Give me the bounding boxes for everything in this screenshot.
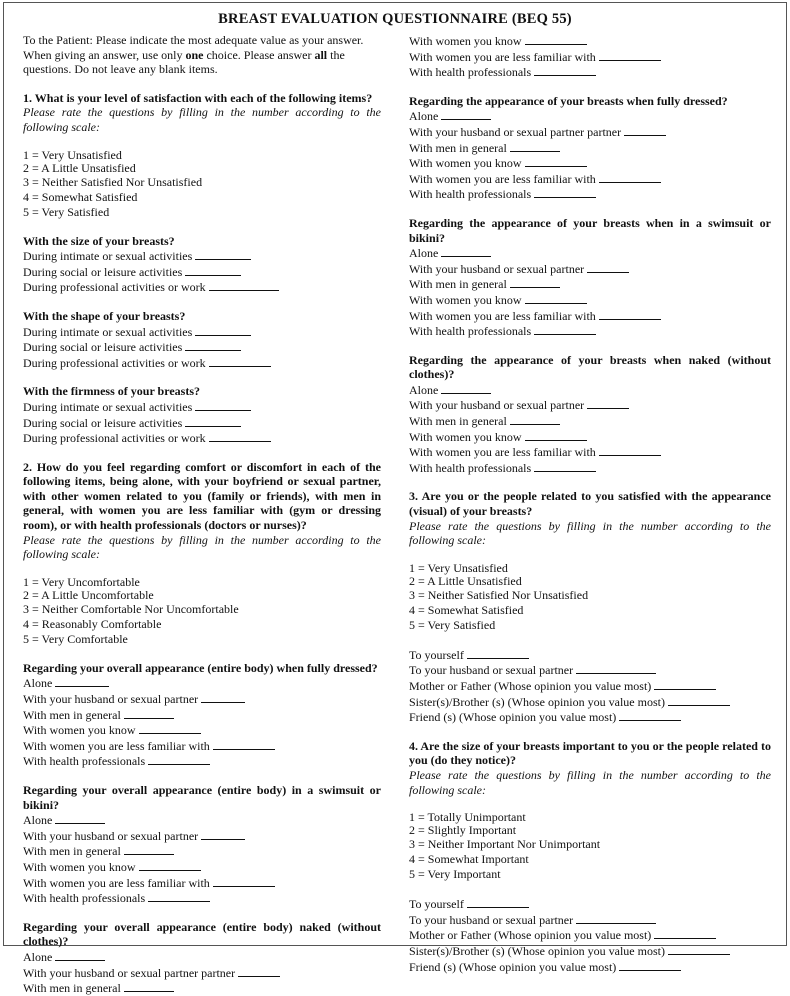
item-label: With women you are less familiar with	[409, 171, 596, 186]
answer-blank[interactable]	[534, 323, 596, 335]
q2-item	[23, 843, 381, 859]
answer-blank[interactable]	[201, 828, 245, 840]
item-label: With health professionals	[409, 460, 532, 475]
scale-option: 2 = Slightly Important	[409, 823, 517, 838]
answer-blank[interactable]	[148, 753, 210, 765]
q2-item	[409, 171, 771, 187]
q2-scale	[23, 576, 381, 647]
answer-blank[interactable]	[195, 399, 251, 411]
answer-blank[interactable]	[195, 324, 251, 336]
q1-group-heading: With the shape of your breasts?	[23, 308, 186, 323]
q3-item	[409, 678, 771, 694]
answer-blank[interactable]	[55, 949, 105, 961]
left-column	[23, 33, 381, 996]
answer-blank[interactable]	[619, 959, 681, 971]
item-label: During professional activities or work	[23, 355, 206, 370]
q1-item	[23, 339, 381, 355]
answer-blank[interactable]	[654, 927, 716, 939]
answer-blank[interactable]	[209, 430, 271, 442]
intro-emphasis-all: all	[314, 47, 328, 62]
q3-item	[409, 694, 771, 710]
item-label: Friend (s) (Whose opinion you value most)	[409, 959, 617, 974]
q1-item	[23, 264, 381, 280]
q2-item	[23, 965, 381, 981]
q2-item	[409, 382, 771, 398]
intro-text: When giving an answer, use only	[23, 47, 186, 62]
answer-blank[interactable]	[587, 261, 629, 273]
scale-option: 4 = Somewhat Satisfied	[23, 189, 138, 204]
answer-blank[interactable]	[441, 382, 491, 394]
answer-blank[interactable]	[185, 264, 241, 276]
q2-item	[23, 859, 381, 875]
answer-blank[interactable]	[587, 397, 629, 409]
answer-blank[interactable]	[55, 812, 105, 824]
q2-group-heading: Regarding the appearance of your breasts when fully dressed?	[409, 93, 728, 108]
item-label: With your husband or sexual partner	[409, 398, 585, 413]
answer-blank[interactable]	[534, 64, 596, 76]
answer-blank[interactable]	[124, 980, 174, 992]
answer-blank[interactable]	[139, 859, 201, 871]
answer-blank[interactable]	[209, 355, 271, 367]
item-label: With your husband or sexual partner	[23, 828, 199, 843]
scale-option: 3 = Neither Satisfied Nor Unsatisfied	[409, 587, 589, 602]
q2-item	[409, 140, 771, 156]
answer-blank[interactable]	[238, 965, 280, 977]
item-label: Sister(s)/Brother (s) (Whose opinion you value most)	[409, 694, 665, 709]
q1-group-heading: With the firmness of your breasts?	[23, 384, 200, 399]
answer-blank[interactable]	[534, 186, 596, 198]
right-column	[409, 33, 771, 974]
scale-option: 4 = Somewhat Satisfied	[409, 602, 524, 617]
q2-item	[409, 429, 771, 445]
item-label: Sister(s)/Brother (s) (Whose opinion you value most)	[409, 943, 665, 958]
q4-item	[409, 959, 771, 975]
answer-blank[interactable]	[525, 33, 587, 45]
answer-blank[interactable]	[624, 124, 666, 136]
q1-item	[23, 248, 381, 264]
item-label: With your husband or sexual partner partner	[23, 965, 236, 980]
questionnaire-page	[3, 2, 787, 996]
q2-item	[409, 245, 771, 261]
q4-instruction: Please rate the questions by filling in the number according to the following scale:	[409, 767, 771, 797]
item-label: During intimate or sexual activities	[23, 324, 193, 339]
q2-item	[23, 875, 381, 891]
item-label: With men in general	[23, 844, 121, 859]
q1-item	[23, 415, 381, 431]
q2-group-heading: Regarding your overall appearance (entire body) in a swimsuit or bikini?	[23, 783, 381, 812]
scale-option: 3 = Neither Comfortable Nor Uncomfortable	[23, 601, 239, 616]
q2-item	[409, 276, 771, 292]
item-label: With men in general	[409, 414, 507, 429]
q3-item	[409, 709, 771, 725]
scale-option: 2 = A Little Unsatisfied	[409, 573, 522, 588]
q2-item	[409, 261, 771, 277]
q3-instruction: Please rate the questions by filling in the number according to the following scale:	[409, 518, 771, 548]
item-label: During social or leisure activities	[23, 264, 183, 279]
q2-item	[409, 155, 771, 171]
scale-option: 4 = Somewhat Important	[409, 852, 529, 867]
scale-option: 1 = Very Uncomfortable	[23, 574, 140, 589]
q3-question: 3. Are you or the people related to you satisfied with the appearance (visual) of your breasts?	[409, 489, 771, 519]
scale-option: 1 = Totally Unimportant	[409, 810, 526, 825]
q2-item	[409, 64, 771, 80]
item-label: During professional activities or work	[23, 280, 206, 295]
item-label: With women you are less familiar with	[409, 49, 596, 64]
q2-item	[23, 738, 381, 754]
answer-blank[interactable]	[619, 709, 681, 721]
q2-question: 2. How do you feel regarding comfort or discomfort in each of the following items, being alone, with your boyfriend or sexual partner, with other women related to you (family or friends), with men in general, with women you are less familiar with (gym or dressing room), or with health professionals (doctors or nurses)?	[23, 459, 381, 533]
scale-option: 3 = Neither Important Nor Unimportant	[409, 837, 601, 852]
item-label: Alone	[23, 813, 53, 828]
q2-item	[23, 980, 381, 996]
q1-instruction: Please rate the questions by filling in the number according to the following scale:	[23, 105, 381, 134]
item-label: With health professionals	[409, 65, 532, 80]
q2-item	[409, 323, 771, 339]
q4-scale	[409, 811, 771, 882]
q2-item	[409, 397, 771, 413]
answer-blank[interactable]	[510, 413, 560, 425]
item-label: With women you know	[23, 859, 136, 874]
answer-blank[interactable]	[124, 843, 174, 855]
q2-item	[409, 292, 771, 308]
answer-blank[interactable]	[525, 155, 587, 167]
q2-group-heading: Regarding the appearance of your breasts when in a swimsuit or bikini?	[409, 215, 771, 245]
item-label: During social or leisure activities	[23, 340, 183, 355]
intro-line-2	[23, 48, 381, 63]
q1-question: 1. What is your level of satisfaction with each of the following items?	[23, 90, 373, 105]
answer-blank[interactable]	[213, 738, 275, 750]
item-label: With women you are less familiar with	[409, 308, 596, 323]
q2-item	[409, 460, 771, 476]
item-label: With your husband or sexual partner	[409, 261, 585, 276]
item-label: Friend (s) (Whose opinion you value most)	[409, 710, 617, 725]
answer-blank[interactable]	[185, 415, 241, 427]
answer-blank[interactable]	[599, 308, 661, 320]
item-label: With women you know	[409, 34, 522, 48]
q1-group-heading: With the size of your breasts?	[23, 233, 175, 248]
q2-item	[409, 413, 771, 429]
answer-blank[interactable]	[467, 896, 529, 908]
q2-item	[23, 691, 381, 707]
item-label: During intimate or sexual activities	[23, 399, 193, 414]
item-label: Alone	[409, 109, 439, 124]
q2-instruction: Please rate the questions by filling in the number according to the following scale:	[23, 532, 381, 562]
intro-text: choice. Please answer	[203, 47, 315, 62]
answer-blank[interactable]	[148, 890, 210, 902]
answer-blank[interactable]	[124, 707, 174, 719]
scale-option: 5 = Very Important	[409, 867, 501, 882]
item-label: To your husband or sexual partner	[409, 663, 574, 678]
q2-group-heading: Regarding your overall appearance (entire body) when fully dressed?	[23, 660, 378, 675]
scale-option: 5 = Very Satisfied	[409, 617, 496, 632]
q1-item	[23, 355, 381, 371]
item-label: To yourself	[409, 897, 464, 912]
answer-blank[interactable]	[185, 339, 241, 351]
scale-option: 1 = Very Unsatisfied	[409, 560, 508, 575]
q3-item	[409, 647, 771, 663]
item-label: To yourself	[409, 647, 464, 662]
item-label: With your husband or sexual partner partner	[409, 124, 622, 139]
answer-blank[interactable]	[654, 678, 716, 690]
answer-blank[interactable]	[441, 245, 491, 257]
q2-item	[23, 675, 381, 691]
scale-option: 1 = Very Unsatisfied	[23, 147, 122, 162]
scale-option: 5 = Very Satisfied	[23, 204, 110, 219]
item-label: With health professionals	[409, 187, 532, 202]
item-label: With men in general	[409, 277, 507, 292]
answer-blank[interactable]	[55, 675, 109, 687]
patient-instructions	[23, 33, 381, 77]
answer-blank[interactable]	[441, 108, 491, 120]
q2-item	[23, 812, 381, 828]
scale-option: 2 = A Little Unsatisfied	[23, 160, 136, 175]
q2-item	[409, 33, 771, 49]
q1-item	[23, 399, 381, 415]
q2-item	[23, 949, 381, 965]
item-label: With women you know	[409, 429, 522, 444]
answer-blank[interactable]	[510, 140, 560, 152]
q2-item	[23, 828, 381, 844]
q2-group-heading: Regarding your overall appearance (entire body) naked (without clothes)?	[23, 919, 381, 949]
q3-item	[409, 662, 771, 678]
intro-line-3: questions. Do not leave any blank items.	[23, 62, 218, 77]
scale-option: 4 = Reasonably Comfortable	[23, 616, 162, 631]
intro-text: the	[327, 47, 345, 62]
q2-item	[409, 186, 771, 202]
answer-blank[interactable]	[534, 460, 596, 472]
answer-blank[interactable]	[209, 279, 279, 291]
item-label: With men in general	[409, 140, 507, 155]
item-label: Alone	[409, 382, 439, 397]
answer-blank[interactable]	[599, 171, 661, 183]
item-label: With men in general	[23, 707, 121, 722]
item-label: Mother or Father (Whose opinion you value most)	[409, 928, 652, 943]
item-label: With your husband or sexual partner	[23, 692, 199, 707]
item-label: With men in general	[23, 981, 121, 996]
item-label: During professional activities or work	[23, 431, 206, 446]
item-label: Alone	[409, 246, 439, 261]
q2-item	[23, 722, 381, 738]
answer-blank[interactable]	[525, 292, 587, 304]
q2-group-heading: Regarding the appearance of your breasts when naked (without clothes)?	[409, 352, 771, 382]
answer-blank[interactable]	[525, 429, 587, 441]
q1-item	[23, 324, 381, 340]
answer-blank[interactable]	[599, 49, 661, 61]
q2-item	[23, 707, 381, 723]
answer-blank[interactable]	[201, 691, 245, 703]
item-label: Mother or Father (Whose opinion you value most)	[409, 679, 652, 693]
intro-line-1: To the Patient: Please indicate the most adequate value as your answer.	[23, 33, 364, 47]
q2-item	[409, 124, 771, 140]
q4-item	[409, 896, 771, 912]
item-label: With health professionals	[409, 324, 532, 339]
answer-blank[interactable]	[467, 647, 529, 659]
q2-item	[23, 753, 381, 769]
q1-item	[23, 279, 381, 295]
q2-item	[409, 444, 771, 460]
item-label: With women you are less familiar with	[23, 738, 210, 753]
answer-blank[interactable]	[668, 694, 730, 706]
q4-item	[409, 943, 771, 959]
item-label: With women you know	[23, 723, 136, 738]
answer-blank[interactable]	[599, 444, 661, 456]
answer-blank[interactable]	[195, 248, 251, 260]
q3-scale	[409, 562, 771, 633]
answer-blank[interactable]	[213, 875, 275, 887]
item-label: To your husband or sexual partner	[409, 912, 574, 927]
item-label: With health professionals	[23, 891, 146, 906]
item-label: During social or leisure activities	[23, 415, 183, 430]
item-label: With women you are less familiar with	[23, 875, 210, 890]
scale-option: 2 = A Little Uncomfortable	[23, 587, 154, 602]
q2-item	[409, 308, 771, 324]
q2-item	[409, 108, 771, 124]
item-label: With health professionals	[23, 754, 146, 769]
item-label: With women you know	[409, 292, 522, 307]
q2-item	[23, 890, 381, 906]
answer-blank[interactable]	[576, 912, 656, 924]
q1-item	[23, 430, 381, 446]
q4-question: 4. Are the size of your breasts important to you or the people related to you (do they notice)?	[409, 738, 771, 768]
answer-blank[interactable]	[139, 722, 201, 734]
scale-option: 5 = Very Comfortable	[23, 631, 128, 646]
intro-emphasis-one: one	[185, 47, 204, 62]
answer-blank[interactable]	[576, 662, 656, 674]
q4-item	[409, 912, 771, 928]
q2-item	[409, 49, 771, 65]
item-label: Alone	[23, 676, 53, 691]
scale-option: 3 = Neither Satisfied Nor Unsatisfied	[23, 174, 203, 189]
answer-blank[interactable]	[510, 276, 560, 288]
item-label: With women you know	[409, 156, 522, 171]
q4-item	[409, 927, 771, 943]
item-label: During intimate or sexual activities	[23, 249, 193, 264]
q1-scale	[23, 149, 381, 220]
item-label: With women you are less familiar with	[409, 445, 596, 460]
item-label: Alone	[23, 949, 53, 964]
document-title: BREAST EVALUATION QUESTIONNAIRE (BEQ 55)	[218, 11, 572, 27]
